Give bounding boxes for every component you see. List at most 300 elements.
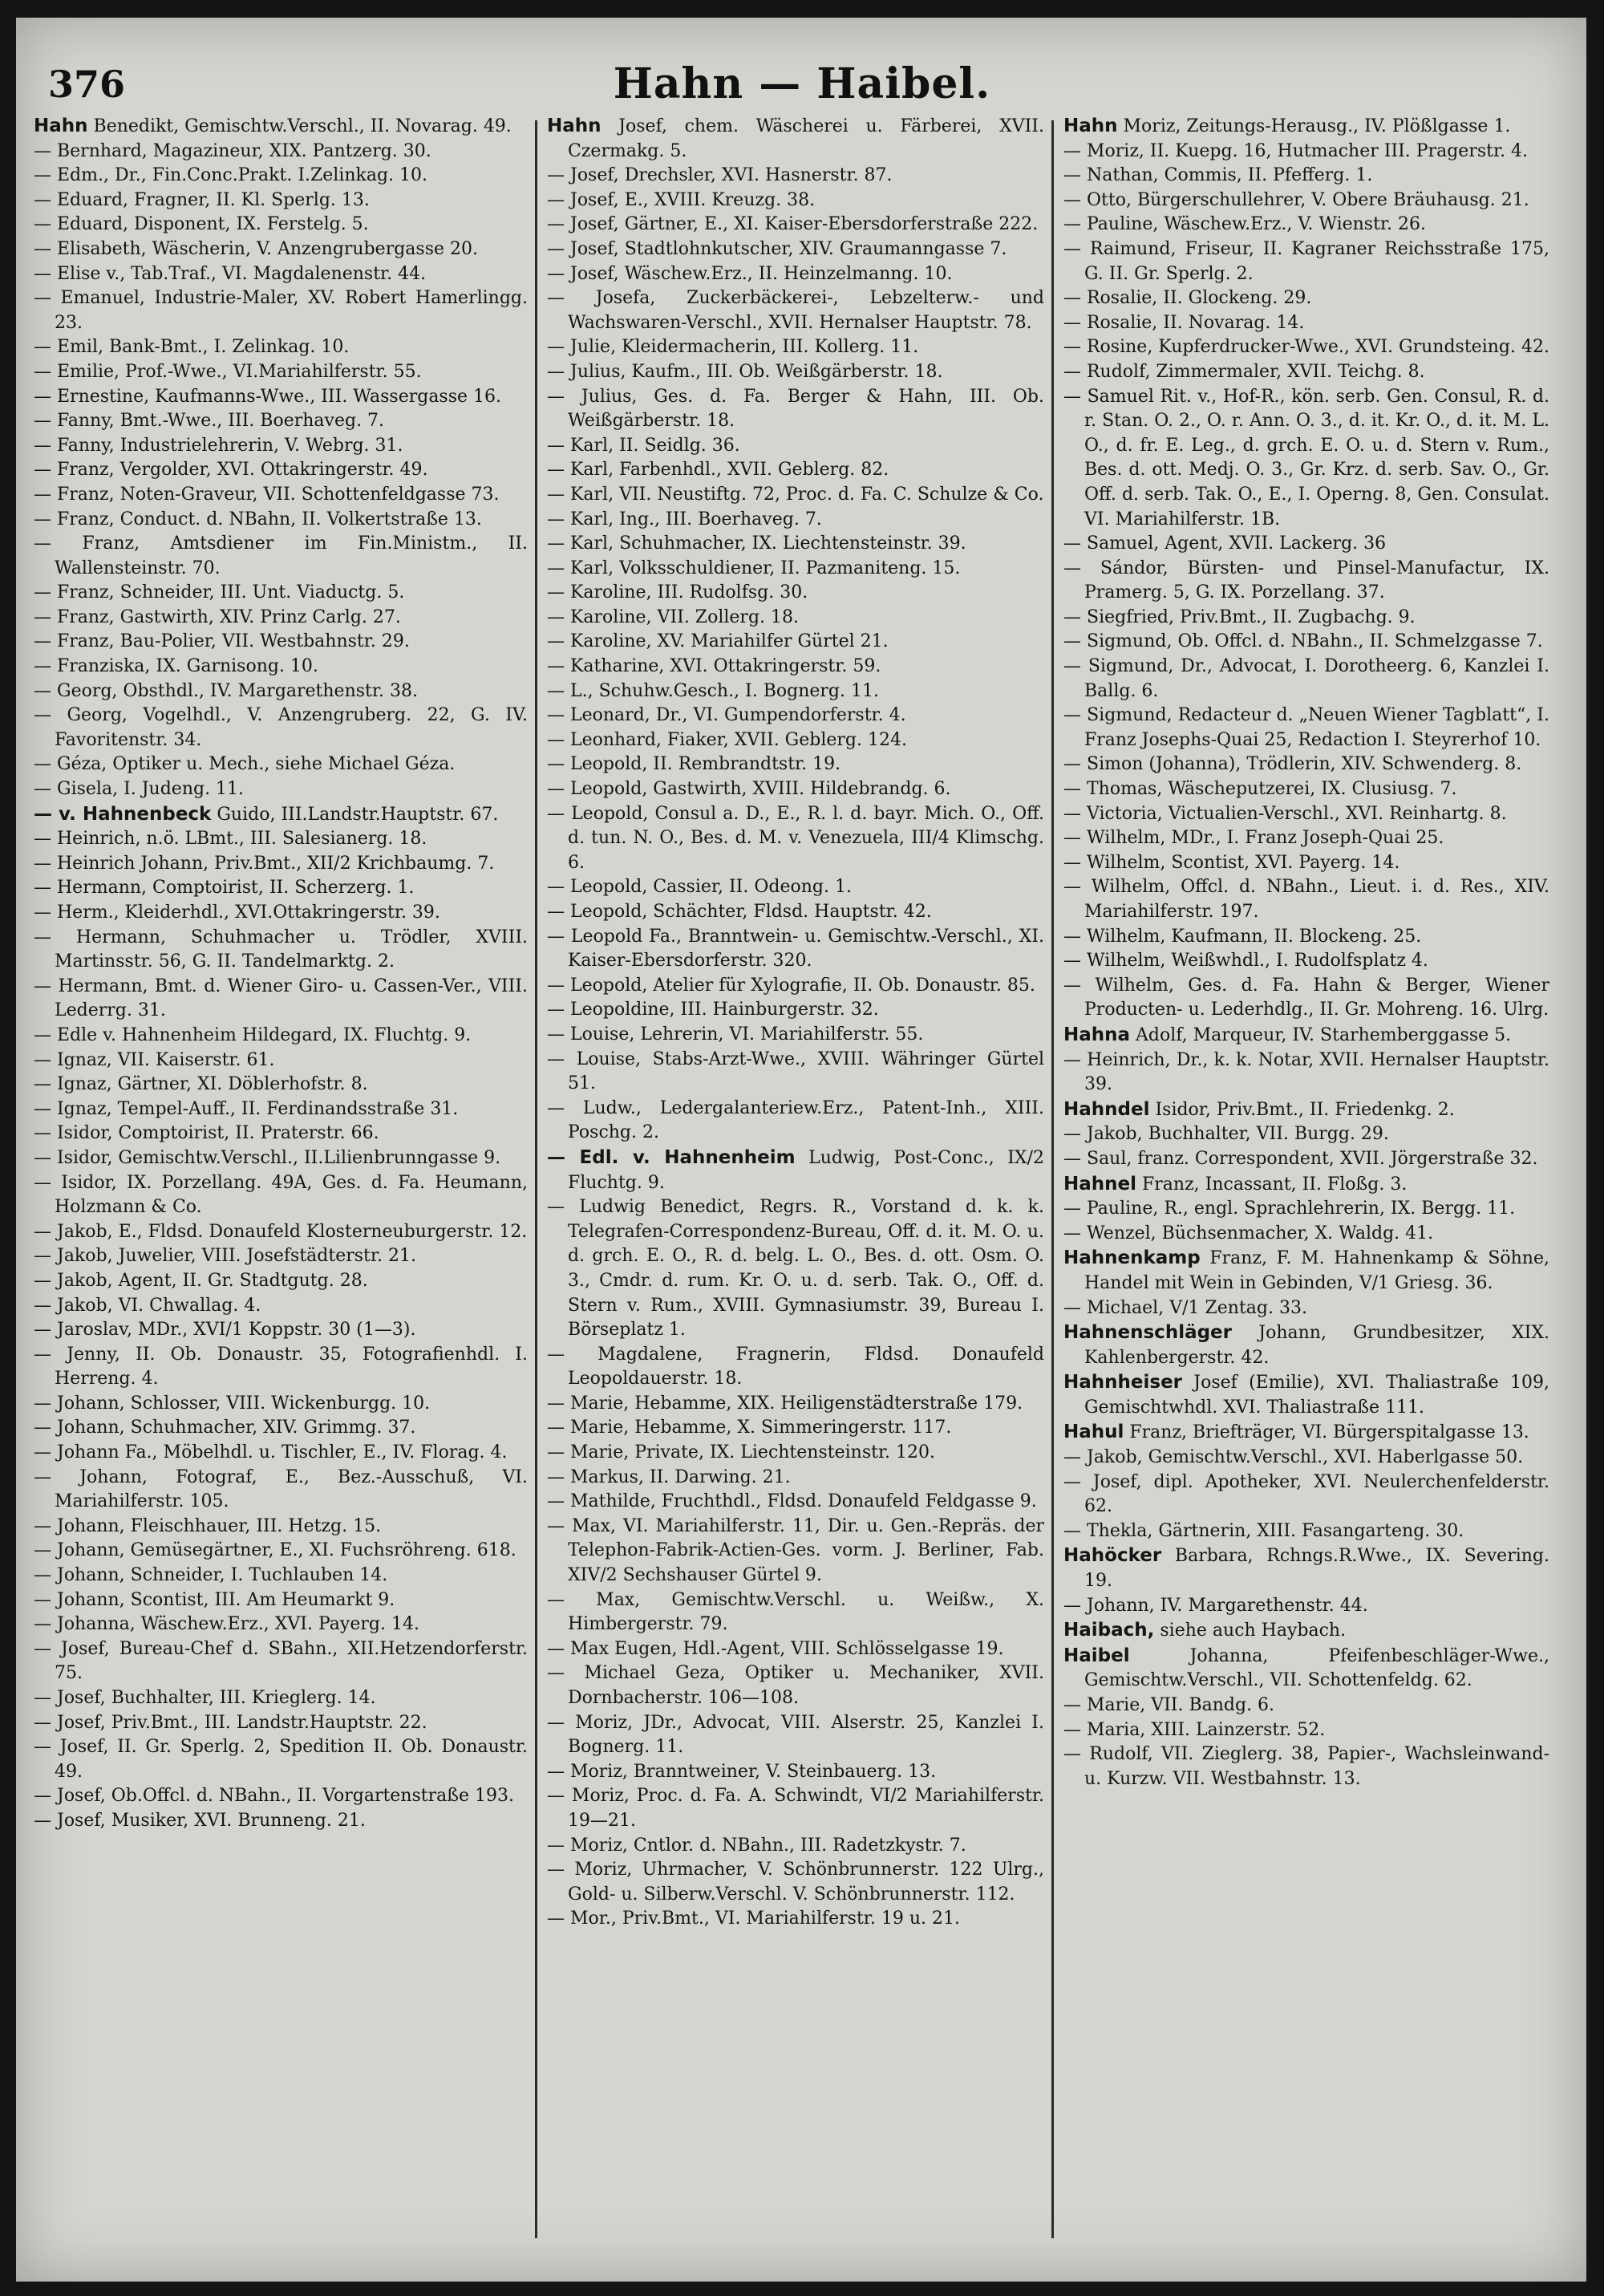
- entry-text: — Ignaz, Gärtner, XI. Döblerhofstr. 8.: [34, 1074, 368, 1095]
- entry-text: — Wilhelm, Ges. d. Fa. Hahn & Berger, Wiener Producten- u. Lederhdlg., II. Gr. Mohreng. 16. Ulrg.: [1063, 975, 1549, 1020]
- entry-text: — Josef, Gärtner, E., XI. Kaiser-Ebersdorferstraße 222.: [547, 214, 1039, 235]
- directory-entry: [547, 752, 1044, 777]
- entry-text: — Leopold, Schächter, Fldsd. Hauptstr. 42.: [547, 902, 932, 922]
- entry-text: — Michael, V/1 Zentag. 33.: [1063, 1297, 1307, 1318]
- directory-entry: [34, 409, 528, 434]
- entry-surname: — Edl. v. Hahnenheim: [547, 1146, 796, 1168]
- entry-text: — Marie, Private, IX. Liechtensteinstr. 120.: [547, 1442, 936, 1463]
- directory-entry: [34, 1220, 528, 1245]
- directory-entry: [1063, 1296, 1549, 1321]
- directory-entry: [1063, 925, 1549, 950]
- entry-text: — Mathilde, Fruchthdl., Fldsd. Donaufeld Feldgasse 9.: [547, 1491, 1037, 1512]
- entry-text: — Karoline, VII. Zollerg. 18.: [547, 606, 800, 627]
- directory-entry: [1063, 851, 1549, 876]
- directory-entry: [1063, 1470, 1549, 1519]
- entry-text: — Josef, Priv.Bmt., III. Landstr.Hauptstr. 22.: [34, 1712, 427, 1733]
- entry-text: — Emilie, Prof.-Wwe., VI.Mariahilferstr. 55.: [34, 361, 422, 382]
- entry-text: — Mor., Priv.Bmt., VI. Mariahilferstr. 19 u. 21.: [547, 1909, 961, 1929]
- column-3: [1063, 114, 1549, 2248]
- entry-surname: Haibel: [1063, 1645, 1130, 1666]
- entry-text: — Max Eugen, Hdl.-Agent, VIII. Schlösselgasse 19.: [547, 1638, 1004, 1659]
- directory-entry: [1063, 1718, 1549, 1743]
- directory-entry: [1063, 875, 1549, 924]
- directory-entry: [547, 557, 1044, 582]
- entry-text: — Josef, Buchhalter, III. Krieglerg. 14.: [34, 1688, 376, 1708]
- directory-entry: [34, 1269, 528, 1294]
- entry-text: — Herm., Kleiderhdl., XVI.Ottakringerstr. 39.: [34, 903, 440, 923]
- entry-text: — Julie, Kleidermacherin, III. Kollerg. 11.: [547, 337, 919, 358]
- directory-entry: [34, 1735, 528, 1784]
- entry-text: — Johann, Schlosser, VIII. Wickenburgg. 10.: [34, 1393, 431, 1414]
- entry-text: — Leopold Fa., Branntwein- u. Gemischtw.-Verschl., XI. Kaiser-Ebersdorferstr. 320.: [547, 926, 1044, 972]
- directory-entry: [547, 1097, 1044, 1146]
- entry-text: — Jaroslav, MDr., XVI/1 Koppstr. 30 (1—3).: [34, 1320, 416, 1341]
- entry-text: — Johann Fa., Möbelhdl. u. Tischler, E., IV. Florag. 4.: [34, 1442, 508, 1463]
- entry-text: — Franz, Vergolder, XVI. Ottakringerstr. 49.: [34, 460, 428, 481]
- directory-entry: [547, 237, 1044, 262]
- directory-entry: [547, 875, 1044, 900]
- entry-text: — Pauline, Wäschew.Erz., V. Wienstr. 26.: [1063, 214, 1426, 235]
- directory-entry: [547, 974, 1044, 999]
- entry-surname: Hahnenkamp: [1063, 1247, 1201, 1269]
- entry-text: — Sigmund, Ob. Offcl. d. NBahn., II. Schmelzgasse 7.: [1063, 631, 1543, 652]
- entry-text: — Josef, Wäschew.Erz., II. Heinzelmanng. 10.: [547, 263, 953, 284]
- directory-entry: [34, 679, 528, 704]
- entry-text: — Heinrich Johann, Priv.Bmt., XII/2 Krichbaumg. 7.: [34, 853, 495, 874]
- entry-surname: Hahnheiser: [1063, 1372, 1183, 1393]
- directory-entry: [547, 1858, 1044, 1907]
- directory-entry: [34, 1466, 528, 1515]
- directory-entry: [1063, 189, 1549, 213]
- column-1: [34, 114, 528, 2248]
- directory-entry: [547, 213, 1044, 237]
- entry-text: Johanna, Pfeifenbeschläger-Wwe., Gemischtw.Verschl., VII. Schottenfeldg. 62.: [1084, 1645, 1549, 1691]
- entry-text: — L., Schuhw.Gesch., I. Bognerg. 11.: [547, 680, 879, 701]
- directory-entry: [547, 189, 1044, 213]
- directory-entry: [1063, 164, 1549, 189]
- directory-entry: [547, 802, 1044, 876]
- entry-text: — Ludw., Ledergalanteriew.Erz., Patent-Inh., XIII. Poschg. 2.: [547, 1097, 1044, 1143]
- entry-text: — Sigmund, Dr., Advocat, I. Dorotheerg. 6, Kanzlei I. Ballg. 6.: [1063, 656, 1549, 701]
- directory-entry: [34, 1073, 528, 1097]
- entry-surname: Hahn: [1063, 116, 1118, 136]
- directory-entry: [34, 1244, 528, 1269]
- directory-entry: [34, 483, 528, 508]
- entry-text: — Leopold, II. Rembrandtstr. 19.: [547, 754, 841, 775]
- entry-text: — Johann, Fotograf, E., Bez.-Ausschuß, VI. Mariahilferstr. 105.: [34, 1466, 528, 1512]
- entry-surname: Hahndel: [1063, 1098, 1150, 1120]
- entry-text: — Franz, Gastwirth, XIV. Prinz Carlg. 27.: [34, 606, 401, 627]
- entry-text: — Heinrich, n.ö. LBmt., III. Salesianerg. 18.: [34, 829, 427, 850]
- directory-entry: [34, 1564, 528, 1588]
- entry-text: — Ignaz, VII. Kaiserstr. 61.: [34, 1049, 275, 1070]
- directory-entry: [547, 900, 1044, 925]
- directory-entry: [547, 385, 1044, 434]
- directory-entry: [34, 655, 528, 679]
- directory-entry: [34, 458, 528, 483]
- entry-text: — Josef, Bureau-Chef d. SBahn., XII.Hetzendorferstr. 75.: [34, 1638, 528, 1684]
- directory-entry: [547, 1343, 1044, 1392]
- directory-entry: [1063, 1544, 1549, 1593]
- directory-entry: [547, 164, 1044, 189]
- directory-entry: [1063, 949, 1549, 974]
- directory-entry: [34, 1146, 528, 1171]
- entry-text: — Hermann, Bmt. d. Wiener Giro- u. Cassen-Ver., VIII. Lederrg. 31.: [34, 976, 528, 1021]
- directory-entry: [1063, 237, 1549, 286]
- directory-entry: [547, 606, 1044, 631]
- directory-entry: [1063, 630, 1549, 655]
- entry-text: — Géza, Optiker u. Mech., siehe Michael Géza.: [34, 754, 456, 775]
- entry-text: — Rosine, Kupferdrucker-Wwe., XVI. Grundsteing. 42.: [1063, 337, 1549, 358]
- entry-text: — Isidor, Comptoirist, II. Praterstr. 66.: [34, 1123, 379, 1144]
- entry-text: — Eduard, Disponent, IX. Ferstelg. 5.: [34, 214, 369, 235]
- entry-text: — Josef, E., XVIII. Kreuzg. 38.: [547, 189, 816, 210]
- directory-entry: [1063, 1420, 1549, 1446]
- entry-text: — Nathan, Commis, II. Pfefferg. 1.: [1063, 165, 1373, 186]
- entry-text: — Louise, Stabs-Arzt-Wwe., XVIII. Währinger Gürtel 51.: [547, 1049, 1044, 1094]
- directory-entry: [34, 286, 528, 335]
- column-2: [547, 114, 1044, 2248]
- entry-text: — Karl, Volksschuldiener, II. Pazmaniteng. 15.: [547, 558, 961, 578]
- entry-text: — Marie, VII. Bandg. 6.: [1063, 1695, 1275, 1715]
- entry-text: Johann, Grundbesitzer, XIX. Kahlenbergerstr. 42.: [1084, 1323, 1549, 1368]
- directory-entry: [1063, 114, 1549, 140]
- entry-text: — Heinrich, Dr., k. k. Notar, XVII. Hernalser Hauptstr. 39.: [1063, 1049, 1549, 1095]
- directory-entry: [34, 752, 528, 777]
- directory-entry: [34, 852, 528, 877]
- directory-entry: [547, 1441, 1044, 1466]
- entry-text: — Franz, Amtsdiener im Fin.Ministm., II. Wallensteinstr. 70.: [34, 533, 528, 578]
- entry-surname: Hahöcker: [1063, 1545, 1162, 1567]
- directory-entry: [547, 1146, 1044, 1195]
- directory-entry: [34, 164, 528, 189]
- directory-entry: [547, 728, 1044, 753]
- directory-entry: [34, 385, 528, 410]
- entry-text: — Jakob, Gemischtw.Verschl., XVI. Haberlgasse 50.: [1063, 1447, 1524, 1468]
- entry-text: — Leopold, Atelier für Xylografie, II. Ob. Donaustr. 85.: [547, 975, 1035, 996]
- entry-surname: Hahn: [34, 116, 88, 136]
- entry-surname: — v. Hahnenbeck: [34, 803, 212, 825]
- directory-entry: [547, 335, 1044, 360]
- directory-entry: [547, 1490, 1044, 1515]
- entry-text: — Rudolf, VII. Zieglerg. 38, Papier-, Wachsleinwand- u. Kurzw. VII. Westbahnstr. 13.: [1063, 1744, 1549, 1789]
- directory-entry: [34, 827, 528, 852]
- directory-entry: [1063, 311, 1549, 336]
- entry-text: — Karoline, III. Rudolfsg. 30.: [547, 582, 808, 603]
- entry-text: — Georg, Obsthdl., IV. Margarethenstr. 38.: [34, 680, 418, 701]
- directory-entry: [1063, 777, 1549, 802]
- entry-text: — Marie, Hebamme, XIX. Heiligenstädterstraße 179.: [547, 1393, 1023, 1414]
- entry-text: Franz, Incassant, II. Floßg. 3.: [1136, 1174, 1408, 1195]
- entry-text: — Franz, Bau-Polier, VII. Westbahnstr. 29.: [34, 631, 410, 652]
- directory-entry: [547, 508, 1044, 533]
- entry-text: siehe auch Haybach.: [1154, 1621, 1347, 1641]
- entry-text: — Johann, IV. Margarethenstr. 44.: [1063, 1595, 1368, 1616]
- directory-entry: [34, 140, 528, 164]
- entry-text: — Leonhard, Fiaker, XVII. Geblerg. 124.: [547, 729, 907, 750]
- entry-text: — Max, Gemischtw.Verschl. u. Weißw., X. Himbergerstr. 79.: [547, 1589, 1044, 1635]
- directory-entry: [547, 581, 1044, 606]
- entry-text: — Johanna, Wäschew.Erz., XVI. Payerg. 14.: [34, 1614, 419, 1635]
- entry-text: — Thomas, Wäscheputzerei, IX. Clusiusg. 7.: [1063, 779, 1457, 800]
- directory-entry: [547, 1416, 1044, 1441]
- entry-text: — Magdalene, Fragnerin, Fldsd. Donaufeld Leopoldauerstr. 18.: [547, 1344, 1044, 1389]
- page-header: [48, 51, 1556, 124]
- directory-entry: [547, 458, 1044, 483]
- entry-text: — Franz, Conduct. d. NBahn, II. Volkertstraße 13.: [34, 509, 482, 529]
- directory-entry: [547, 360, 1044, 385]
- entry-text: — Victoria, Victualien-Verschl., XVI. Reinhartg. 8.: [1063, 803, 1507, 824]
- entry-text: — Saul, franz. Correspondent, XVII. Jörgerstraße 32.: [1063, 1148, 1538, 1169]
- entry-text: — Thekla, Gärtnerin, XIII. Fasangarteng. 30.: [1063, 1520, 1464, 1541]
- page-number: 376: [48, 63, 126, 106]
- entry-text: Franz, F. M. Hahnenkamp & Söhne, Handel mit Wein in Gebinden, V/1 Griesg. 36.: [1084, 1248, 1549, 1293]
- directory-entry: [1063, 1446, 1549, 1470]
- directory-entry: [34, 1588, 528, 1613]
- entry-text: — Johann, Gemüsegärtner, E., XI. Fuchsröhreng. 618.: [34, 1540, 516, 1561]
- entry-text: — Edm., Dr., Fin.Conc.Prakt. I.Zelinkag. 10.: [34, 165, 428, 186]
- entry-text: — Moriz, Cntlor. d. NBahn., III. Radetzkystr. 7.: [547, 1835, 966, 1856]
- entry-text: — Wenzel, Büchsenmacher, X. Waldg. 41.: [1063, 1223, 1434, 1243]
- entry-text: — Emanuel, Industrie-Maler, XV. Robert Hamerlingg. 23.: [34, 288, 528, 333]
- entry-text: — Karl, VII. Neustiftg. 72, Proc. d. Fa. C. Schulze & Co.: [547, 484, 1044, 505]
- entry-text: — Jakob, Agent, II. Gr. Stadtgutg. 28.: [34, 1270, 368, 1291]
- entry-text: — Josef, Ob.Offcl. d. NBahn., II. Vorgartenstraße 193.: [34, 1786, 514, 1807]
- directory-entry: [1063, 385, 1549, 533]
- entry-text: — Josef, Stadtlohnkutscher, XIV. Graumanngasse 7.: [547, 238, 1007, 259]
- directory-entry: [34, 262, 528, 287]
- directory-entry: [34, 901, 528, 926]
- entry-text: — Johann, Scontist, III. Am Heumarkt 9.: [34, 1589, 395, 1610]
- entry-text: — Pauline, R., engl. Sprachlehrerin, IX. Bergg. 11.: [1063, 1199, 1516, 1219]
- directory-entry: [34, 1809, 528, 1834]
- directory-entry: [34, 1441, 528, 1466]
- entry-surname: Hahnel: [1063, 1173, 1137, 1195]
- directory-entry: [547, 1834, 1044, 1859]
- directory-entry: [1063, 1049, 1549, 1097]
- entry-text: — Otto, Bürgerschullehrer, V. Obere Bräuhausg. 21.: [1063, 189, 1529, 210]
- directory-entry: [547, 1048, 1044, 1097]
- directory-entry: [547, 1711, 1044, 1760]
- directory-entry: [1063, 1222, 1549, 1247]
- directory-entry: [547, 114, 1044, 164]
- entry-text: — Eduard, Fragner, II. Kl. Sperlg. 13.: [34, 189, 370, 210]
- entry-text: — Jakob, VI. Chwallag. 4.: [34, 1295, 261, 1316]
- entry-text: Isidor, Priv.Bmt., II. Friedenkg. 2.: [1149, 1099, 1455, 1120]
- directory-entry: [34, 114, 528, 140]
- entry-text: — Edle v. Hahnenheim Hildegard, IX. Fluchtg. 9.: [34, 1024, 472, 1045]
- entry-text: — Karl, Ing., III. Boerhaveg. 7.: [547, 509, 822, 529]
- directory-entry: [1063, 1618, 1549, 1644]
- entry-text: — Michael Geza, Optiker u. Mechaniker, XVII. Dornbacherstr. 106—108.: [547, 1663, 1044, 1708]
- entry-text: — Ernestine, Kaufmanns-Wwe., III. Wassergasse 16.: [34, 386, 502, 407]
- entry-text: — Simon (Johanna), Trödlerin, XIV. Schwenderg. 8.: [1063, 754, 1522, 775]
- directory-entry: [34, 1637, 528, 1686]
- directory-entry: [1063, 1172, 1549, 1198]
- entry-text: — Rosalie, II. Glockeng. 29.: [1063, 288, 1312, 309]
- entry-text: — Isidor, IX. Porzellang. 49A, Ges. d. Fa. Heumann, Holzmann & Co.: [34, 1172, 528, 1218]
- entry-text: — Sándor, Bürsten- und Pinsel-Manufactur, IX. Pramerg. 5, G. IX. Porzellang. 37.: [1063, 558, 1549, 603]
- directory-entry: [547, 1661, 1044, 1710]
- entry-text: Barbara, Rchngs.R.Wwe., IX. Severing. 19.: [1084, 1546, 1549, 1592]
- entry-text: — Moriz, Branntweiner, V. Steinbauerg. 13.: [547, 1761, 937, 1782]
- directory-entry: [34, 704, 528, 752]
- entry-text: — Julius, Ges. d. Fa. Berger & Hahn, III. Ob. Weißgärberstr. 18.: [547, 386, 1044, 432]
- entry-text: — Wilhelm, Kaufmann, II. Blockeng. 25.: [1063, 926, 1422, 947]
- entry-text: — Leopold, Cassier, II. Odeong. 1.: [547, 877, 852, 898]
- entry-text: — Jakob, E., Fldsd. Donaufeld Klosterneuburgerstr. 12.: [34, 1221, 528, 1242]
- entry-text: — Elise v., Tab.Traf., VI. Magdalenenstr. 44.: [34, 263, 427, 284]
- directory-entry: [1063, 974, 1549, 1023]
- entry-text: — Rosalie, II. Novarag. 14.: [1063, 312, 1305, 333]
- entry-text: — Leopold, Consul a. D., E., R. l. d. bayr. Mich. O., Off. d. tun. N. O., Bes. d. M. v. Venezuela, III/4 Klimschg. 6.: [547, 803, 1044, 873]
- directory-entry: [1063, 1519, 1549, 1544]
- entry-text: — Karl, Schuhmacher, IX. Liechtensteinstr. 39.: [547, 533, 966, 554]
- directory-entry: [34, 189, 528, 213]
- directory-entry: [547, 286, 1044, 335]
- directory-entry: [1063, 1370, 1549, 1420]
- running-head: Hahn — Haibel.: [613, 59, 991, 108]
- entry-text: — Elisabeth, Wäscherin, V. Anzengrubergasse 20.: [34, 238, 478, 259]
- entry-surname: Hahul: [1063, 1422, 1124, 1443]
- entry-text: Josef, chem. Wäscherei u. Färberei, XVII. Czermakg. 5.: [568, 116, 1044, 161]
- entry-text: — Raimund, Friseur, II. Kagraner Reichsstraße 175, G. II. Gr. Sperlg. 2.: [1063, 238, 1549, 284]
- entry-text: — Franz, Noten-Graveur, VII. Schottenfeldgasse 73.: [34, 484, 500, 505]
- directory-entry: [34, 581, 528, 606]
- entry-text: — Josef, Drechsler, XVI. Hasnerstr. 87.: [547, 165, 893, 186]
- directory-entry: [1063, 1246, 1549, 1296]
- entry-text: — Leopold, Gastwirth, XVIII. Hildebrandg. 6.: [547, 779, 951, 800]
- directory-entry: [34, 1784, 528, 1809]
- entry-text: — Franziska, IX. Garnisong. 10.: [34, 656, 318, 677]
- entry-text: — Moriz, Uhrmacher, V. Schönbrunnerstr. 122 Ulrg., Gold- u. Silberw.Verschl. V. Schönbrunnerstr. 112.: [547, 1860, 1044, 1905]
- directory-entry: [547, 1392, 1044, 1417]
- directory-entry: [1063, 1197, 1549, 1222]
- entry-text: — Wilhelm, MDr., I. Franz Joseph-Quai 25.: [1063, 828, 1444, 849]
- entry-text: — Josefa, Zuckerbäckerei-, Lebzelterw.- und Wachswaren-Verschl., XVII. Hernalser Hauptstr. 78.: [547, 288, 1044, 333]
- directory-entry: [34, 1416, 528, 1441]
- entry-text: — Fanny, Industrielehrerin, V. Webrg. 31.: [34, 435, 403, 456]
- entry-text: — Hermann, Schuhmacher u. Trödler, XVIII. Martinsstr. 56, G. II. Tandelmarktg. 2.: [34, 927, 528, 972]
- directory-entry: [34, 335, 528, 360]
- entry-text: — Louise, Lehrerin, VI. Mariahilferstr. 55.: [547, 1024, 924, 1045]
- directory-entry: [547, 1784, 1044, 1833]
- entry-text: — Wilhelm, Weißwhdl., I. Rudolfsplatz 4.: [1063, 951, 1428, 972]
- entry-text: — Bernhard, Magazineur, XIX. Pantzerg. 30.: [34, 140, 431, 161]
- directory-entry: [34, 237, 528, 262]
- directory-entry: [34, 1612, 528, 1637]
- directory-entry: [1063, 752, 1549, 777]
- entry-text: — Moriz, JDr., Advocat, VIII. Alserstr. 25, Kanzlei I. Bognerg. 11.: [547, 1712, 1044, 1758]
- entry-text: — Johann, Schuhmacher, XIV. Grimmg. 37.: [34, 1418, 416, 1438]
- entry-text: — Georg, Vogelhdl., V. Anzengruberg. 22, G. IV. Favoritenstr. 34.: [34, 705, 528, 750]
- directory-entry: [34, 802, 528, 828]
- entry-text: — Wilhelm, Scontist, XVI. Payerg. 14.: [1063, 852, 1400, 873]
- directory-entry: [34, 508, 528, 533]
- directory-entry: [34, 434, 528, 459]
- entry-text: — Ludwig Benedict, Regrs. R., Vorstand d. k. k. Telegrafen-Correspondenz-Bureau, Off. d. it. M. O. u. d. grch. E. O., R. d. belg. L. O., Bes. d. ott. Osm. O. 3., Cmdr. d. rum. Kr. O. u. d. serb. Tak. O., Off. d. Stern v. Rum., XVIII. Gymnasiumstr. 39, Bureau I. Börseplatz 1.: [547, 1197, 1044, 1341]
- entry-text: — Rudolf, Zimmermaler, XVII. Teichg. 8.: [1063, 361, 1425, 382]
- entry-text: — Sigmund, Redacteur d. „Neuen Wiener Tagblatt“, I. Franz Josephs-Quai 25, Redaction I. Steyrerhof 10.: [1063, 705, 1549, 750]
- directory-entry: [34, 926, 528, 975]
- column-rule: [1051, 120, 1054, 2238]
- entry-text: Benedikt, Gemischtw.Verschl., II. Novarag. 49.: [87, 116, 512, 136]
- directory-entry: [1063, 213, 1549, 237]
- directory-entry: [547, 1023, 1044, 1048]
- directory-entry: [34, 1171, 528, 1220]
- directory-entry: [547, 925, 1044, 974]
- directory-entry: [1063, 1122, 1549, 1147]
- directory-entry: [34, 1294, 528, 1319]
- directory-entry: [34, 1318, 528, 1343]
- entry-surname: Hahn: [547, 116, 602, 136]
- directory-entry: [34, 975, 528, 1024]
- directory-entry: [34, 1097, 528, 1122]
- entry-text: — Moriz, II. Kuepg. 16, Hutmacher III. Pragerstr. 4.: [1063, 140, 1529, 161]
- directory-entry: [547, 998, 1044, 1023]
- entry-text: — Isidor, Gemischtw.Verschl., II.Lilienbrunngasse 9.: [34, 1147, 501, 1168]
- entry-text: — Max, VI. Mariahilferstr. 11, Dir. u. Gen.-Repräs. der Telephon-Fabrik-Actien-Ges. vorm. J. Berliner, Fab. XIV/2 Sechshauser Gürtel 9.: [547, 1515, 1044, 1586]
- entry-text: — Julius, Kaufm., III. Ob. Weißgärberstr. 18.: [547, 361, 943, 382]
- directory-entry: [547, 630, 1044, 655]
- entry-text: — Gisela, I. Judeng. 11.: [34, 779, 245, 800]
- directory-entry: [547, 483, 1044, 508]
- entry-text: Moriz, Zeitungs-Herausg., IV. Plößlgasse 1.: [1117, 116, 1511, 136]
- entry-text: — Josef, II. Gr. Sperlg. 2, Spedition II. Ob. Donaustr. 49.: [34, 1737, 528, 1782]
- directory-entry: [1063, 704, 1549, 752]
- directory-entry: [34, 532, 528, 581]
- entry-text: — Markus, II. Darwing. 21.: [547, 1466, 791, 1487]
- directory-entry: [547, 1907, 1044, 1932]
- entry-text: — Karoline, XV. Mariahilfer Gürtel 21.: [547, 631, 889, 652]
- entry-text: — Josef, dipl. Apotheker, XVI. Neulerchenfelderstr. 62.: [1063, 1471, 1549, 1517]
- directory-entry: [1063, 532, 1549, 557]
- directory-entry: [34, 1539, 528, 1564]
- entry-text: — Samuel, Agent, XVII. Lackerg. 36: [1063, 533, 1387, 554]
- entry-text: — Samuel Rit. v., Hof-R., kön. serb. Gen. Consul, R. d. r. Stan. O. 2., O. r. Ann. O. 3., d. it. Kr. O., d. it. M. L. O., d. fr. E. Leg., d. grch. E. O. u. d. Stern v. Rum., Bes. d. ott. Medj. O. 3., Gr. Krz. d. serb. Sav. O., Gr. Off. d. serb. Tak. O., E., I. Operng. 8, Gen. Consulat. VI. Mariahilferstr. 1B.: [1063, 386, 1549, 529]
- entry-text: Ludwig, Post-Conc., IX/2 Fluchtg. 9.: [568, 1147, 1044, 1193]
- entry-surname: Hahnenschläger: [1063, 1322, 1232, 1344]
- directory-entry: [1063, 1320, 1549, 1370]
- entry-text: Franz, Briefträger, VI. Bürgerspitalgasse 13.: [1124, 1422, 1529, 1443]
- entry-text: — Maria, XIII. Lainzerstr. 52.: [1063, 1719, 1326, 1740]
- directory-entry: [547, 1760, 1044, 1785]
- directory-entry: [547, 1588, 1044, 1637]
- entry-text: — Siegfried, Priv.Bmt., II. Zugbachg. 9.: [1063, 606, 1416, 627]
- entry-text: — Marie, Hebamme, X. Simmeringerstr. 117.: [547, 1418, 952, 1438]
- entry-text: — Leopoldine, III. Hainburgerstr. 32.: [547, 1000, 879, 1020]
- directory-entry: [1063, 826, 1549, 851]
- directory-entry: [1063, 140, 1549, 164]
- directory-entry: [34, 1024, 528, 1049]
- entry-text: — Franz, Schneider, III. Unt. Viaductg. 5.: [34, 582, 405, 603]
- entry-text: Adolf, Marqueur, IV. Starhemberggasse 5.: [1130, 1024, 1512, 1045]
- entry-text: — Karl, Farbenhdl., XVII. Geblerg. 82.: [547, 460, 889, 481]
- directory-entry: [1063, 335, 1549, 360]
- directory-entry: [1063, 802, 1549, 827]
- entry-text: — Katharine, XVI. Ottakringerstr. 59.: [547, 656, 881, 677]
- directory-entry: [1063, 360, 1549, 385]
- directory-entry: [1063, 1023, 1549, 1049]
- directory-entry: [34, 630, 528, 655]
- entry-text: — Josef, Musiker, XVI. Brunneng. 21.: [34, 1810, 366, 1831]
- directory-entry: [1063, 286, 1549, 311]
- entry-surname: Haibach,: [1063, 1620, 1155, 1641]
- directory-entry: [34, 1343, 528, 1392]
- directory-entry: [547, 1515, 1044, 1588]
- directory-entry: [34, 1686, 528, 1711]
- entry-text: — Karl, II. Seidlg. 36.: [547, 435, 740, 456]
